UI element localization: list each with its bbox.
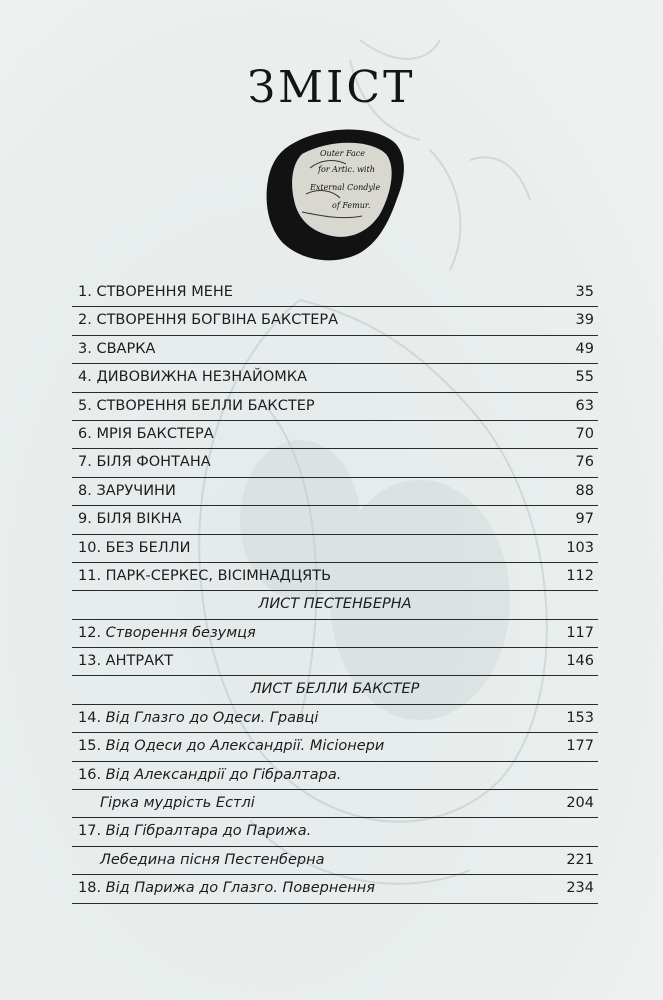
toc-entry[interactable]: 2. СТВОРЕННЯ БОГВІНА БАКСТЕРА 39 [72,307,598,335]
section-heading: ЛИСТ БЕЛЛИ БАКСТЕР [72,676,598,704]
emblem-label-2: for Artic. with [318,165,375,174]
page-number: 55 [575,369,594,386]
emblem-label-4: of Femur. [332,201,371,210]
bone-specimen-illustration [262,124,408,264]
toc-entry[interactable]: 6. МРІЯ БАКСТЕРА 70 [72,421,598,449]
toc-entry[interactable]: 13. АНТРАКТ 146 [72,648,598,676]
emblem-label-3: External Condyle [310,183,381,192]
page-number: 63 [575,397,594,414]
toc-entry[interactable]: 11. ПАРК-СЕРКЕС, ВІСІМНАДЦЯТЬ 112 [72,563,598,591]
toc-entry[interactable]: 5. СТВОРЕННЯ БЕЛЛИ БАКСТЕР 63 [72,393,598,421]
toc-entry[interactable]: 3. СВАРКА 49 [72,336,598,364]
toc-entry[interactable]: 9. БІЛЯ ВІКНА 97 [72,506,598,534]
toc-entry[interactable]: 10. БЕЗ БЕЛЛИ 103 [72,535,598,563]
toc-entry-continuation[interactable]: Гірка мудрість Естлі 204 [72,790,598,818]
page-number: 88 [575,482,594,499]
toc-entry[interactable]: 8. ЗАРУЧИНИ 88 [72,478,598,506]
page-title: ЗМІСТ [247,62,416,113]
section-heading: ЛИСТ ПЕСТЕНБЕРНА [72,591,598,619]
page-number: 146 [566,653,594,670]
emblem-label-1: Outer Face [320,149,366,158]
page-number: 204 [566,795,594,812]
page-number: 35 [575,284,594,300]
page-number: 153 [566,709,594,726]
toc-entry-continuation[interactable]: Лебедина пісня Пестенберна 221 [72,847,598,875]
toc-entry[interactable]: 1. СТВОРЕННЯ МЕНЕ 35 [72,279,598,307]
toc-entry[interactable]: 4. ДИВОВИЖНА НЕЗНАЙОМКА 55 [72,364,598,392]
page-number: 234 [566,880,594,897]
page-number: 177 [566,738,594,755]
toc-entry[interactable]: 15. Від Одеси до Александрії. Місіонери 177 [72,733,598,761]
page-number: 117 [566,624,594,641]
toc-entry[interactable]: 7. БІЛЯ ФОНТАНА 76 [72,449,598,477]
page-number: 70 [575,425,594,442]
page-number: 221 [566,851,594,868]
page-number: 103 [566,539,594,556]
page-number: 39 [575,312,594,329]
page-number: 97 [575,511,594,528]
toc-entry[interactable]: 14. Від Глазго до Одеси. Гравці 153 [72,705,598,733]
page-number: 76 [575,454,594,471]
page-number: 49 [575,340,594,357]
toc-entry[interactable]: 17. Від Гібралтара до Парижа. [72,818,598,846]
toc-entry[interactable]: 12. Створення безумця 117 [72,620,598,648]
toc-entry[interactable]: 18. Від Парижа до Глазго. Повернення 234 [72,875,598,903]
toc-entry[interactable]: 16. Від Александрії до Гібралтара. [72,762,598,790]
page-number: 112 [566,567,594,584]
table-of-contents [72,279,598,904]
